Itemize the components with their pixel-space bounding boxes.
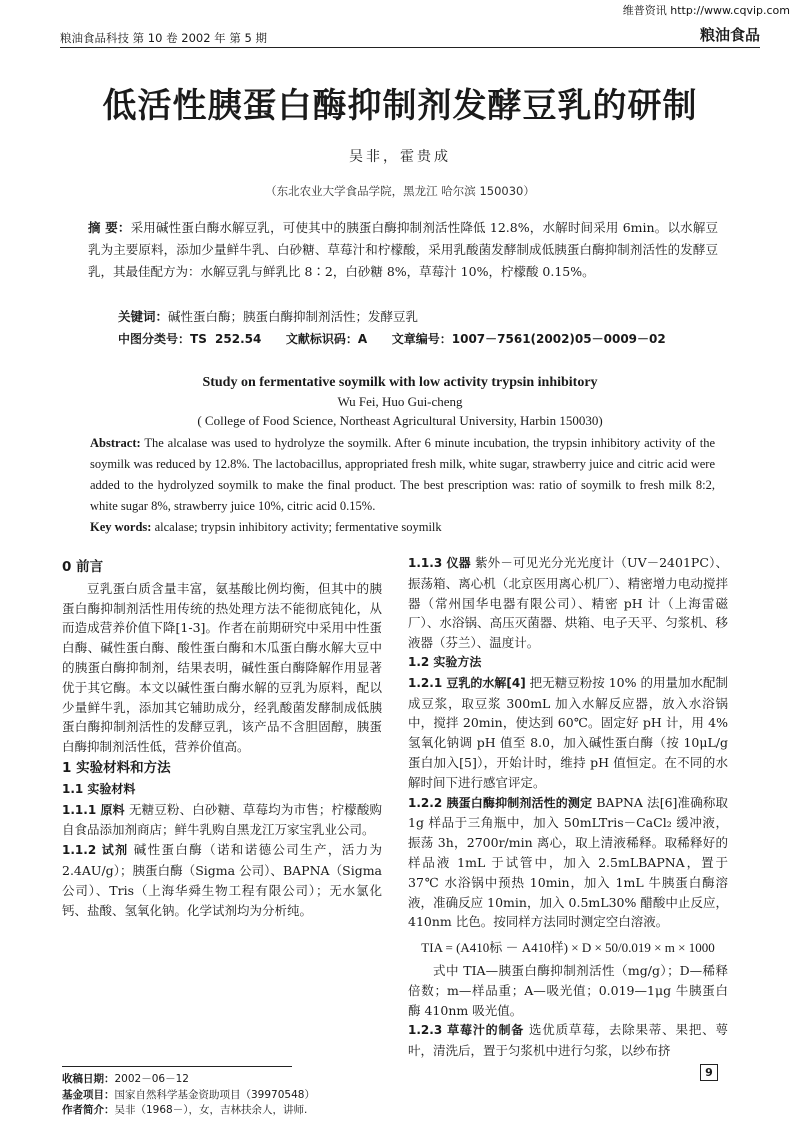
tia-formula: TIA = (A410标 － A410样) × D × 50/0.019 × m × 1000	[421, 940, 715, 956]
english-keywords	[90, 517, 715, 537]
affiliation: （东北农业大学食品学院，黑龙江 哈尔滨 150030）	[265, 184, 535, 198]
intro-paragraph: 豆乳蛋白质含量丰富，氨基酸比例均衡，但其中的胰蛋白酶抑制剂活性用传统的热处理方法不能彻底钝化，从而造成营养价值下降[1-3]。作者在前期研究中采用中性蛋白酶、碱性蛋白酶、酸性蛋白酶和木瓜蛋白酶水解大豆中的胰蛋白酶抑制剂，结果表明，碱性蛋白酶降解作用显著优于其它酶。本文以碱性蛋白酶水解的豆乳为原料，配以少量鲜牛乳，添加其它辅助成分，经乳酸菌发酵制成低胰蛋白酶抑制剂活性的发酵豆乳，该产品不含胆固醇，胰蛋白酶抑制剂活性低，营养价值高。	[62, 580, 382, 755]
footnote-rule	[62, 1066, 292, 1067]
english-authors: Wu Fei, Huo Gui-cheng	[337, 394, 463, 409]
article-no-value: 1007－7561(2002)05－0009－02	[451, 332, 666, 346]
para-1-2-2	[408, 793, 728, 933]
keywords-cn-label: 关键词：	[118, 309, 169, 324]
para-1-1-2-text: 碱性蛋白酶（诺和诺德公司生产，活力为 2.4AU/g）；胰蛋白酶（Sigma 公司）、BAPNA（Sigma 公司）、Tris（上海华舜生物工程有限公司）；无水氯化钙、盐酸、氢氧化钠。化学试剂均为分析纯。	[62, 842, 382, 918]
para-1-1-1-heading: 1.1.1 原料	[62, 802, 125, 817]
right-column	[408, 553, 728, 1061]
journal-info: 粮油食品科技 第 10 卷 2002 年 第 5 期	[60, 31, 267, 45]
clc-label: 中图分类号：	[118, 332, 191, 346]
para-1-1-2	[62, 840, 382, 920]
english-abstract	[90, 433, 715, 517]
english-keywords-label: Key words:	[90, 520, 152, 534]
english-title: Study on fermentative soymilk with low activity trypsin inhibitory	[202, 375, 598, 390]
keywords-cn-text: 碱性蛋白酶；胰蛋白酶抑制剂活性；发酵豆乳	[168, 309, 419, 324]
fund-label: 基金项目：	[62, 1088, 115, 1101]
para-1-2-2-heading: 1.2.2 胰蛋白酶抑制剂活性的测定	[408, 795, 593, 810]
article-no-label: 文章编号：	[391, 332, 452, 346]
classification-line	[118, 330, 666, 347]
watermark: 维普资讯 http://www.cqvip.com	[622, 4, 790, 17]
received-value: 2002－06－12	[114, 1073, 189, 1085]
doc-code-label: 文献标识码：	[285, 332, 358, 346]
fund-value: 国家自然科学基金资助项目（39970548）	[114, 1088, 315, 1101]
para-1-1-2-heading: 1.1.2 试剂	[62, 843, 129, 858]
section-1-2-title: 1.2 实验方法	[408, 654, 482, 669]
formula-note: 式中 TIA—胰蛋白酶抑制剂活性（mg/g）；D—稀释倍数；m—样品重；A—吸光值；0.019—1μg 牛胰蛋白酶 410nm 吸光值。	[408, 962, 728, 1018]
para-1-2-1-heading: 1.2.1 豆乳的水解[4]	[408, 675, 526, 690]
para-1-1-3	[408, 553, 728, 653]
abstract-cn	[88, 217, 718, 283]
para-1-2-1-text: 把无糖豆粉按 10% 的用量加水配制成豆浆，取豆浆 300mL 加入水解反应器，放入水浴锅中，搅拌 20min，使达到 60℃。固定好 pH 计，用 4% 氢氧化钠调 pH 值至 8.0，加入碱性蛋白酶（按 10μL/g 蛋白加入[5]），开始计时，维持 pH 值恒定。在不同的水解时间下进行感官评定。	[408, 674, 728, 790]
para-1-2-3-text: 选优质草莓，去除果蒂、果把、萼叶，清洗后，置于匀浆机中进行匀浆，以纱布挤	[408, 1022, 728, 1059]
paper-title: 低活性胰蛋白酶抑制剂发酵豆乳的研制	[102, 86, 698, 126]
english-abstract-label: Abstract:	[90, 436, 141, 450]
para-1-2-3	[408, 1020, 728, 1061]
footnote-fund	[62, 1088, 382, 1104]
received-label: 收稿日期：	[62, 1073, 115, 1085]
author-bio-label: 作者简介：	[62, 1104, 115, 1116]
footnote-author	[62, 1103, 382, 1119]
para-1-2-2-text: BAPNA 法[6]准确称取 1g 样品于三角瓶中，加入 50mLTris－CaCl₂ 缓冲液，振荡 3h，2700r/min 离心，取上清液稀释。取稀释好的样品液 1mL 于试管中，加入 2.5mLBAPNA，置于 37℃ 水浴锅中预热 10min，加入 1mL 牛胰蛋白酶溶液，准确反应 10min，加入 0.5mL30% 醋酸中止反应，410nm 比色。按同样方法同时测定空白溶液。	[408, 794, 728, 930]
left-column	[62, 556, 382, 920]
para-1-1-3-heading: 1.1.3 仪器	[408, 556, 471, 570]
footnotes	[62, 1072, 382, 1119]
english-affiliation: ( College of Food Science, Northeast Agricultural University, Harbin 150030)	[197, 413, 603, 428]
running-header	[60, 22, 760, 48]
abstract-cn-label: 摘 要：	[88, 220, 131, 235]
english-abstract-text: The alcalase was used to hydrolyze the soymilk. After 6 minute incubation, the trypsin inhibitory activity of the soymilk was reduced by 12.8%. The lactobacillus, appropriated fresh milk, white sugar, strawberry juice and citric acid were added to the hydrolyzed soymilk to make the final product. The best prescription was: ratio of soymilk to fresh milk 8:2, white sugar 8%, strawberry juice 10%, citric acid 0.15%.	[90, 436, 715, 513]
para-1-1-1-text: 无糖豆粉、白砂糖、草莓均为市售；柠檬酸购自食品添加剂商店；鲜牛乳购自黑龙江万家宝乳业公司。	[62, 801, 382, 838]
abstract-cn-text: 采用碱性蛋白酶水解豆乳，可使其中的胰蛋白酶抑制剂活性降低 12.8%，水解时间采用 6min。以水解豆乳为主要原料，添加少量鲜牛乳、白砂糖、草莓汁和柠檬酸，采用乳酸菌发酵制成低胰蛋白酶抑制剂活性的发酵豆乳，其最佳配方为：水解豆乳与鲜乳比 8∶2，白砂糖 8%，草莓汁 10%，柠檬酸 0.15%。	[88, 220, 718, 279]
para-1-2-1	[408, 673, 728, 793]
authors: 吴非，霍贵成	[349, 149, 451, 165]
journal-section: 粮油食品	[699, 26, 760, 44]
english-keywords-text: alcalase; trypsin inhibitory activity; fermentative soymilk	[154, 520, 442, 534]
clc-value: TS 252.54	[190, 332, 262, 346]
page-number: 9	[700, 1064, 718, 1081]
section-1-title: 1 实验材料和方法	[62, 759, 171, 776]
para-1-1-1	[62, 800, 382, 841]
author-bio-value: 吴非（1968－），女，吉林扶余人，讲师.	[114, 1104, 308, 1116]
doc-code-value: A	[357, 332, 368, 346]
section-1-1-title: 1.1 实验材料	[62, 781, 136, 796]
footnote-received	[62, 1072, 382, 1088]
keywords-cn	[118, 307, 418, 327]
para-1-1-3-text: 紫外－可见光分光光度计（UV－2401PC）、振荡箱、离心机（北京医用离心机厂）、精密增力电动搅拌器（常州国华电器有限公司）、精密 pH 计（上海雷磁厂）、水浴锅、高压灭菌器、烘箱、电子天平、匀浆机、移液器（芬兰）、温度计。	[408, 555, 728, 651]
section-0-title: 0 前言	[62, 559, 104, 575]
para-1-2-3-heading: 1.2.3 草莓汁的制备	[408, 1023, 525, 1038]
